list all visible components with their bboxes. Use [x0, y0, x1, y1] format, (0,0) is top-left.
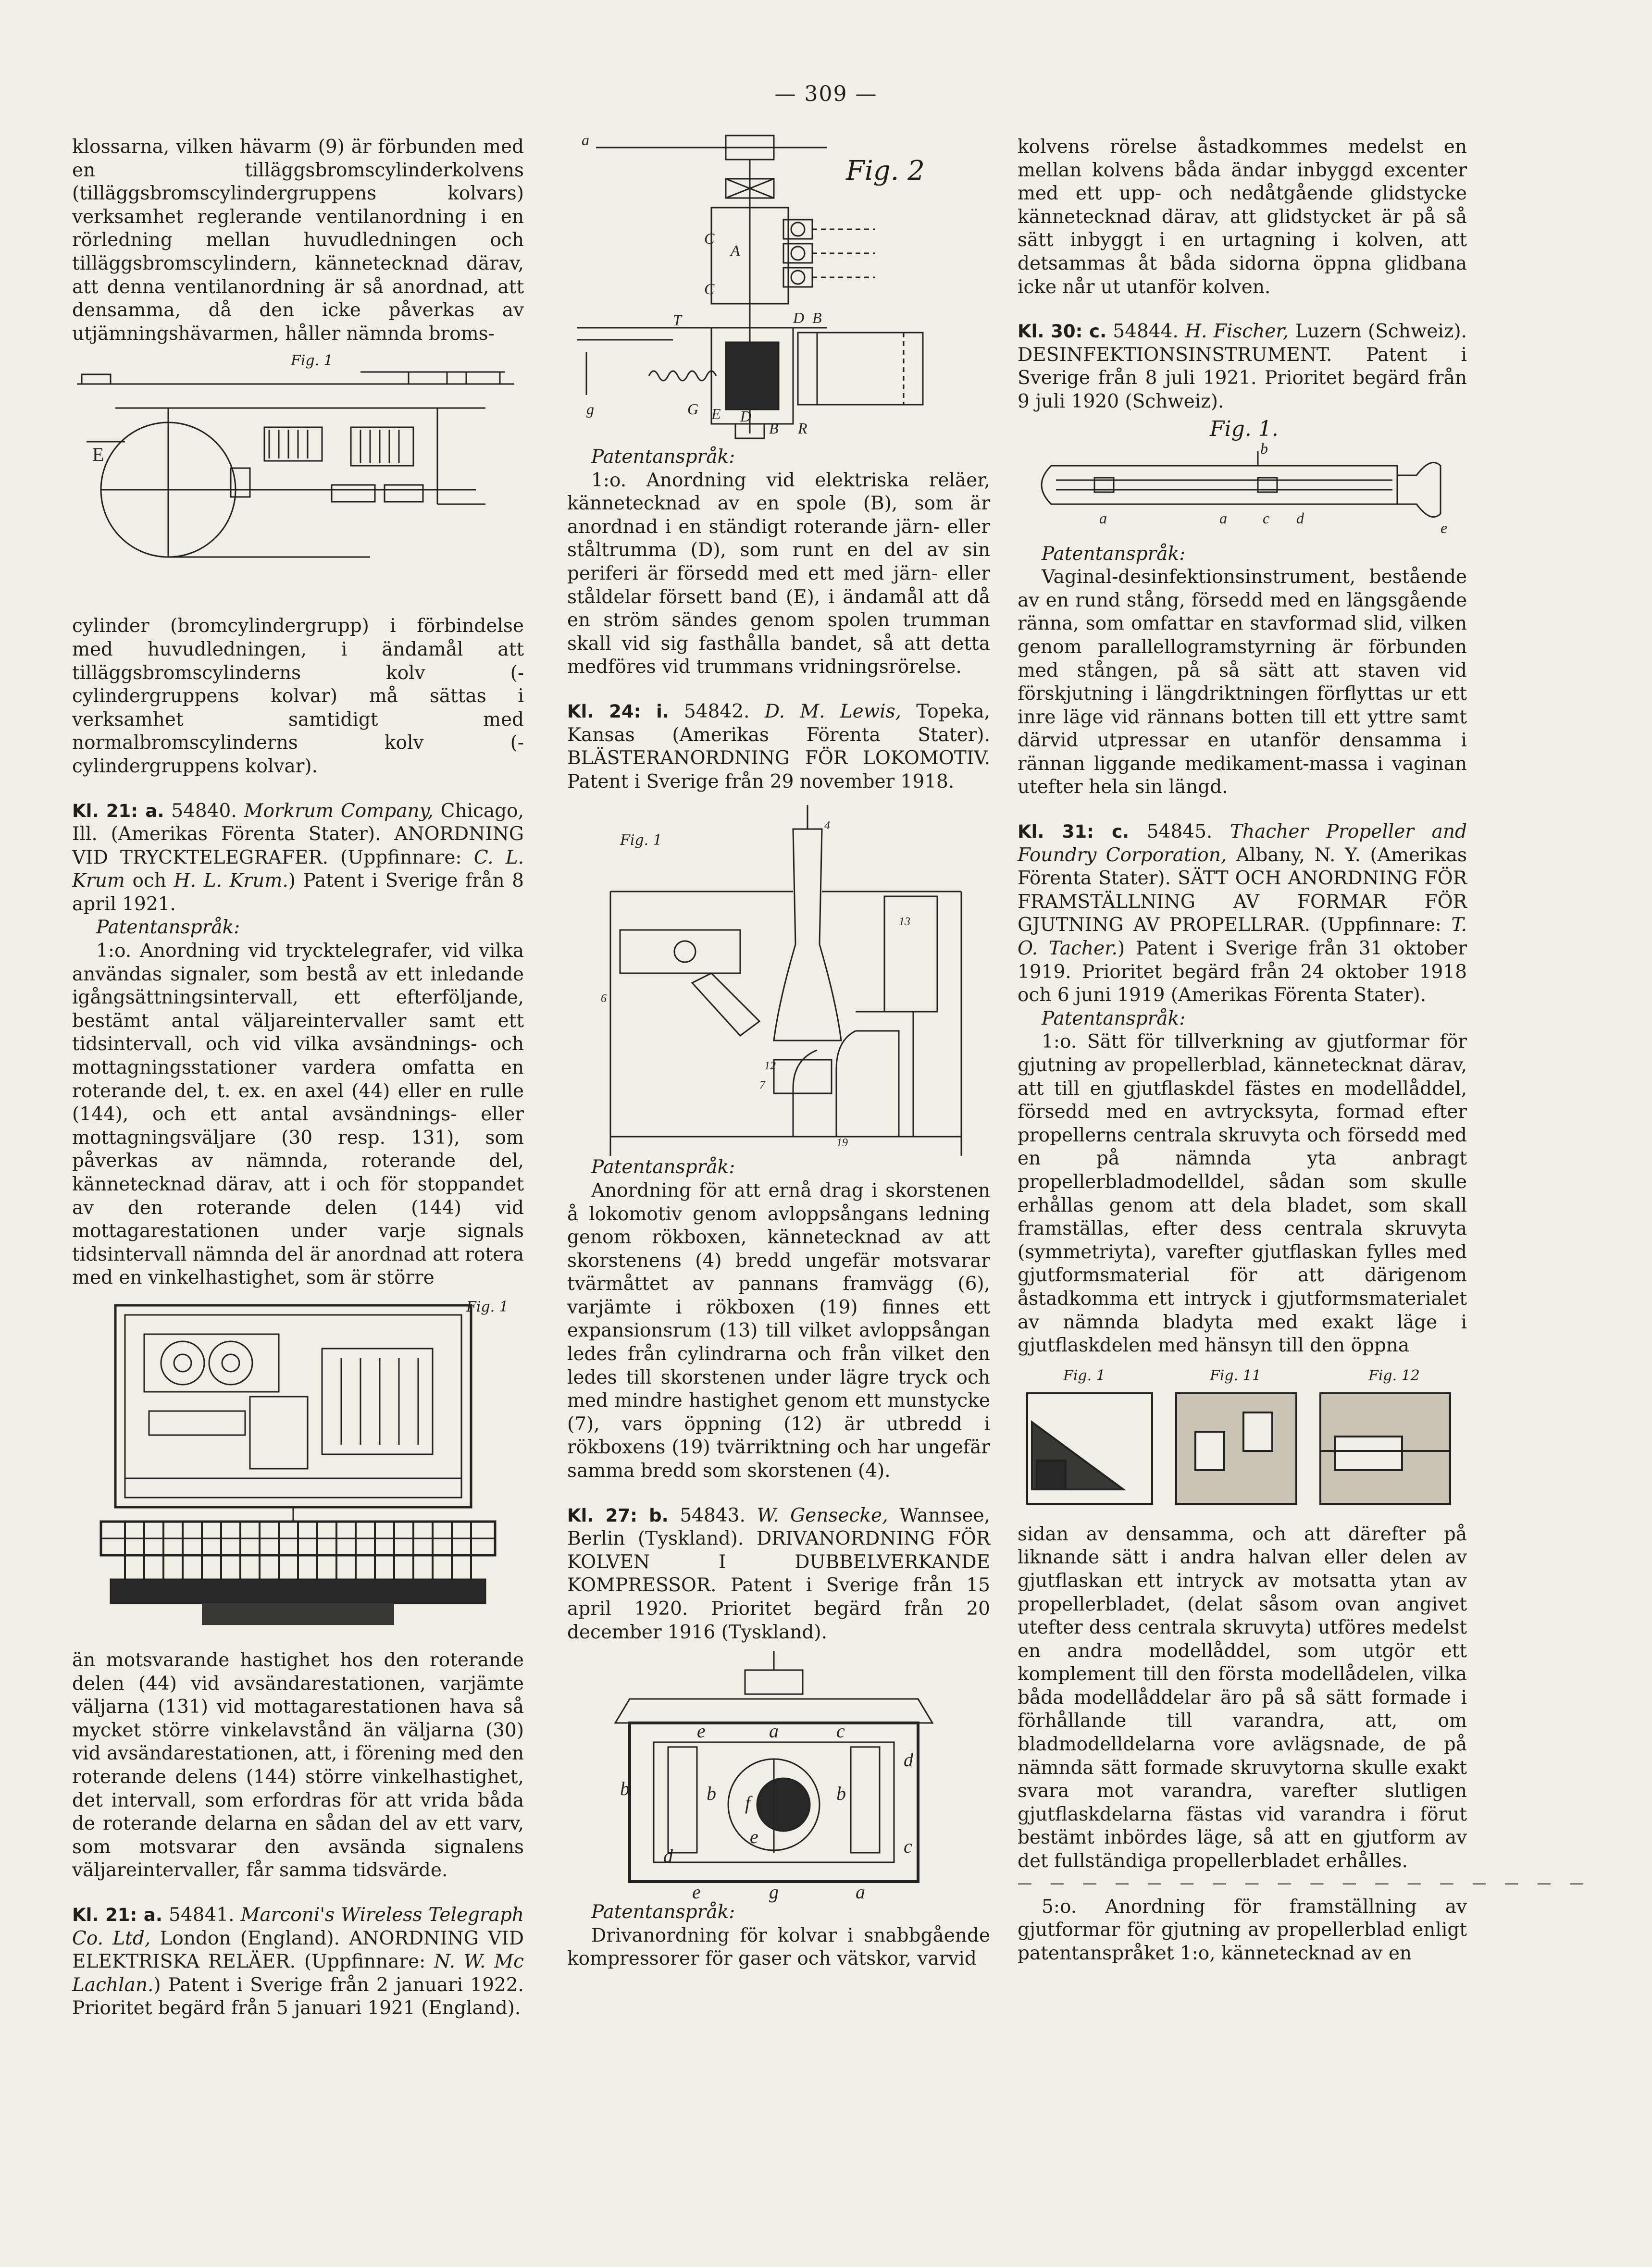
figure-mold-caption-1: Fig. 1	[1063, 1367, 1105, 1384]
patent-class: Kl. 30: c.	[1018, 321, 1107, 342]
svg-text:b: b	[836, 1783, 846, 1805]
svg-text:A: A	[731, 242, 740, 259]
claim-text: Drivanordning för kolvar i snabbgående kompressorer för gaser och vätskor, varvid	[567, 1924, 990, 1970]
patent-number: 54840.	[171, 800, 237, 822]
patent-holder: Morkrum Company,	[244, 800, 434, 822]
svg-text:b: b	[707, 1783, 716, 1805]
svg-text:a: a	[769, 1720, 779, 1742]
left-paragraph-3: än motsvarande hastighet hos den roterande delen (44) vid avsändarestationen, varjämte väljarna (131) vid mottagarestationen hava så mycket större vinkelavstånd än väljarna (30) vid avsändarestationen, att, i förening med den roterande delens (144) större vinkelhastighet, det intervall, som erfordras för att vrida båda de roterande delarna en sådan del av ett varv, som motsvarar den avsända signalens väljareintervaller, får samma tidsvärde.	[72, 1649, 524, 1882]
patent-number: 54843.	[680, 1504, 745, 1526]
svg-text:a: a	[582, 131, 589, 149]
patent-number: 54845.	[1146, 821, 1213, 843]
patent-entry-54844	[1018, 320, 1467, 413]
separator-dashes: — — — — — — — — — — — — — — — — — —	[1018, 1874, 1591, 1892]
inventor-name: C. L. Krum	[72, 846, 524, 892]
claim-text: 1:o. Anordning vid trycktelegrafer, vid vilka användas signaler, som bestå av ett inledande igångsättningsintervall, ett efterföljande, bestämt antal väljareintervaller samt ett tidsintervall, och vid vilka avsändnings- och mottagningsstationer vardera omfatta en roterande del, t. ex. en axel (44) eller en rulle (144), och ett antal avsändnings- eller mottagningsväljare (30 resp. 131), som påverkas av nämnda, roterande del, kännetecknad därav, att i och för stoppandet av den roterande delen (144) vid mottagarestationen under varje signals tidsintervall nämnda del är anordnad att rotera med en vinkelhastighet, som är större	[72, 940, 524, 1289]
patent-holder: Marconi's Wireless Telegraph Co. Ltd,	[72, 1904, 524, 1949]
patent-class: Kl. 24: i.	[567, 701, 669, 722]
figure-telegraph-caption: Fig. 1	[466, 1298, 509, 1315]
relay-diagram	[567, 126, 990, 446]
figure-relay	[567, 126, 990, 446]
left-column	[72, 136, 524, 2020]
figure-molds	[1018, 1364, 1467, 1523]
figure-brake-caption: Fig. 1	[291, 352, 333, 370]
svg-text:a: a	[856, 1881, 865, 1903]
claim-text: Vaginal-desinfektionsinstrument, bestående av en rund stång, försedd med en längsgående ränna, som omfattar en stavformad slid, vilken genom parallellogramstyrning är förbunden med stången, på så sätt att staven vid förskjutning i längdriktningen förflyttas ur ett inre läge vid rännans botten till ett yttre samt därvid utpressar en utanför densamma i rännan liggande medikament-massa i vaginan utefter hela sin längd.	[1018, 566, 1467, 798]
svg-text:g: g	[769, 1881, 779, 1903]
right-paragraph-2: sidan av densamma, och att därefter på liknande sätt i andra halvan eller delen av gjutflaskan ett intryck av motsatta ytan av propellerbladet, (delat såsom ovan angivet utefter dess centrala skruvyta) utföres medelst en andra modellåddel, som utgör ett komplement till den första modellådelen, vilka båda modellåddelar äro på så sätt formade i förhållande till varandra, att, om bladmodelldelarna vore avlägsnade, de på nämnda sätt formade skruvytorna skulle exakt svara mot varandra, varefter slutligen gjutflaskdelarna fästas vid varandra i förut bestämt inbördes läge, så att en gjutform av det fullständiga propellerbladet erhålles.	[1018, 1523, 1467, 1872]
patent-number: 54841.	[169, 1904, 235, 1926]
patent-number: 54842.	[684, 700, 750, 722]
figure-instrument	[1018, 418, 1467, 543]
patent-class: Kl. 21: a.	[72, 1904, 162, 1925]
patent-holder: D. M. Lewis,	[764, 700, 901, 722]
svg-text:D: D	[793, 309, 805, 326]
claim-text: 5:o. Anordning för framställning av gjutformar för gjutning av propellerblad enligt patentanspråket 1:o, kännetecknad av en	[1018, 1895, 1467, 1964]
figure-mold-caption-3: Fig. 12	[1368, 1367, 1420, 1384]
figure-locomotive-blast	[567, 800, 990, 1156]
claim-text: 1:o. Sätt för tillverkning av gjutformar för gjutning av propellerblad, kännetecknat därav, att till en gjutflaskdel fästes en modellåddel, försedd med en avtrycksyta, formad efter propellerns centrala skruvyta och försedd med en på nämnda yta anbragt propellerbladmodelldel, sådan som skulle erhållas genom att dela bladet, som skall framställas, efter dess centrala skruvyta (symmetriyta), varefter gjutflaskan fylles med gjutformsmaterial för att därigenom åstadkomma ett intryck i gjutformsmaterialet av nämnda bladyta med exakt läge i gjutflaskdelen med hänsyn till den öppna	[1018, 1031, 1467, 1357]
brake-diagram	[72, 346, 524, 615]
svg-text:c: c	[836, 1720, 845, 1742]
claims-heading: Patentanspråk:	[591, 1156, 735, 1178]
svg-text:b: b	[1260, 439, 1268, 457]
svg-text:d: d	[1296, 509, 1304, 527]
inventor-name: N. W. Mc Lachlan.	[72, 1951, 524, 1996]
svg-text:B: B	[769, 420, 779, 437]
patent-details: Wannsee, Berlin (Tyskland). DRIVANORDNING FÖR KOLVEN I DUBBELVERKANDE KOMPRESSOR. Patent i Sverige från 15 april 1920. Prioritet begärd från 20 december 1916 (Tyskland).	[567, 1504, 990, 1643]
svg-text:d: d	[904, 1749, 913, 1771]
claim-text: Anordning för att ernå drag i skorstenen å lokomotiv genom avloppsångans ledning genom rökboxen, kännetecknad av att skorstenens (4) bredd ungefär motsvarar tvärmåttet av pannans framvägg (6), varjämte i rökboxen (19) finnes ett expansionsrum (13) till vilket avloppsångan ledes från cylindrarna och från vilket den ledes till skorstenen under lägre tryck och med mindre hastighet genom ett munstycke (7), vars öppning (12) är utbredd i rökboxens (19) tvärriktning och har ungefär samma bredd som skorstenen (4).	[567, 1179, 990, 1482]
patent-entry-54841	[72, 1904, 524, 2020]
middle-column	[567, 131, 990, 1971]
patent-entry-54845	[1018, 820, 1467, 1007]
svg-text:f: f	[745, 1792, 751, 1814]
svg-text:d: d	[663, 1845, 673, 1867]
svg-text:7: 7	[759, 1079, 765, 1092]
svg-text:C: C	[704, 280, 715, 297]
page-number: — 309 —	[774, 82, 878, 106]
svg-text:C: C	[704, 230, 715, 247]
svg-text:e: e	[697, 1720, 706, 1742]
svg-text:e: e	[692, 1881, 701, 1903]
inventor-name: T. O. Tacher.	[1018, 914, 1467, 960]
patent-details-tail: ) Patent i Sverige från 2 januari 1922. Prioritet begärd från 5 januari 1921 (England).	[72, 1974, 524, 2019]
left-paragraph-1: klossarna, vilken hävarm (9) är förbunden med en tilläggsbromscylinderkolvens (tilläggsbromscylindergruppens kolvars) verksamhet reglerande ventilanordning i en rörledning mellan huvudledningen och tilläggsbromscylindern, kännetecknad därav, att denna ventilanordning är så anordnad, att densamma, då den icke påverkas av utjämningshävarmen, håller nämnda broms-	[72, 136, 524, 345]
svg-text:G: G	[687, 400, 699, 418]
patent-details: Albany, N. Y. (Amerikas Förenta Stater). SÄTT OCH ANORDNING FÖR FRAMSTÄLLNING AV FORMAR FÖR GJUTNING AV PROPELLRAR. (Uppfinnare:	[1018, 844, 1467, 936]
svg-text:a: a	[1219, 509, 1227, 527]
svg-text:E: E	[92, 444, 104, 466]
inventor-name: H. L. Krum.	[174, 870, 288, 892]
claims-heading: Patentanspråk:	[1042, 543, 1186, 565]
patent-details: Chicago, Ill. (Amerikas Förenta Stater). ANORDNING VID TRYCKTELEGRAFER. (Uppfinnare:	[72, 800, 524, 868]
svg-text:a: a	[1099, 509, 1107, 527]
svg-text:13: 13	[899, 916, 910, 929]
figure-compressor	[567, 1651, 990, 1901]
mold-diagrams	[1018, 1364, 1467, 1523]
telegraph-diagram	[72, 1296, 524, 1649]
svg-text:R: R	[798, 420, 807, 437]
figure-brake	[72, 346, 524, 615]
svg-text:T: T	[673, 311, 682, 329]
claims-heading: Patentanspråk:	[1042, 1007, 1186, 1029]
patent-holder: W. Gensecke,	[757, 1504, 888, 1526]
svg-text:6: 6	[601, 992, 607, 1005]
svg-text:e: e	[1441, 519, 1448, 536]
patent-class: Kl. 31: c.	[1018, 821, 1130, 842]
svg-text:4: 4	[824, 819, 830, 832]
patent-holder: H. Fischer,	[1185, 321, 1289, 343]
figure-mold-caption-2: Fig. 11	[1210, 1367, 1261, 1384]
patent-details-tail: ) Patent i Sverige från 8 april 1921.	[72, 870, 524, 915]
patent-entry-54842	[567, 700, 990, 793]
svg-text:b: b	[620, 1778, 630, 1800]
patent-details: London (England). ANORDNING VID ELEKTRISKA RELÄER. (Uppfinnare:	[72, 1927, 524, 1973]
svg-text:g: g	[586, 400, 594, 418]
patent-holder: Thacher Propeller and Foundry Corporation,	[1018, 821, 1467, 866]
svg-text:c: c	[1263, 509, 1270, 527]
locomotive-blast-diagram	[567, 800, 990, 1156]
claims-heading: Patentanspråk:	[591, 446, 735, 468]
figure-relay-caption: Fig. 2	[846, 155, 925, 186]
patent-number: 54844.	[1113, 321, 1179, 343]
svg-text:12: 12	[764, 1060, 776, 1073]
svg-text:E: E	[711, 405, 721, 422]
patent-details: Luzern (Schweiz). DESINFEKTIONSINSTRUMENT. Patent i Sverige från 8 juli 1921. Prioritet begärd från 9 juli 1920 (Schweiz).	[1018, 321, 1467, 412]
inventor-conjunction: och	[132, 870, 166, 892]
right-paragraph-1: kolvens rörelse åstadkommes medelst en mellan kolvens båda ändar inbyggd excenter med ett upp- och nedåtgående glidstycke kännetecknad därav, att glidstycket är på så sätt inbyggt i en urtagning i kolven, att detsammas åt båda sidorna öppna glidbana icke når ut utanför kolven.	[1018, 136, 1467, 298]
left-paragraph-2: cylinder (bromcylindergrupp) i förbindelse med huvudledningen, i ändamål att tilläggsbromscylinderns kolv (-cylindergruppens kolvar) må sättas i verksamhet samtidigt med normalbromscylinderns kolv (-cylindergruppens kolvar).	[72, 615, 524, 777]
figure-instrument-caption: Fig. 1.	[1210, 416, 1279, 441]
right-column	[1018, 136, 1591, 1965]
svg-text:D: D	[740, 408, 752, 425]
claim-text: 1:o. Anordning vid elektriska reläer, kännetecknad av en spole (B), som är anordnad i en ständigt roterande järn- eller ståltrumma (D), som runt en del av sin periferi är försedd med ett med järn- eller ståldelar försett band (E), i ändamål att då en ström sändes genom spolen trumman skall vid sig fasthålla bandet, så att detta medföres vid trummans vridningsrörelse.	[567, 469, 990, 678]
patent-class: Kl. 27: b.	[567, 1505, 669, 1526]
claims-heading: Patentanspråk:	[96, 917, 240, 939]
patent-entry-54840	[72, 800, 524, 917]
figure-telegraph	[72, 1296, 524, 1649]
patent-details: Topeka, Kansas (Amerikas Förenta Stater). BLÄSTERANORDNING FÖR LOKOMOTIV. Patent i Sverige från 29 november 1918.	[567, 700, 990, 793]
svg-text:B: B	[812, 309, 822, 326]
svg-text:e: e	[750, 1826, 758, 1848]
svg-text:c: c	[904, 1835, 912, 1858]
claims-heading: Patentanspråk:	[591, 1901, 735, 1923]
figure-locomotive-caption: Fig. 1	[620, 832, 662, 849]
svg-text:19: 19	[836, 1137, 848, 1150]
patent-class: Kl. 21: a.	[72, 800, 164, 821]
patent-entry-54843	[567, 1504, 990, 1645]
compressor-diagram	[567, 1651, 990, 1901]
patent-details-tail: ) Patent i Sverige från 31 oktober 1919. Prioritet begärd från 24 oktober 1918 och 6 juni 1919 (Amerikas Förenta Stater).	[1018, 938, 1467, 1006]
